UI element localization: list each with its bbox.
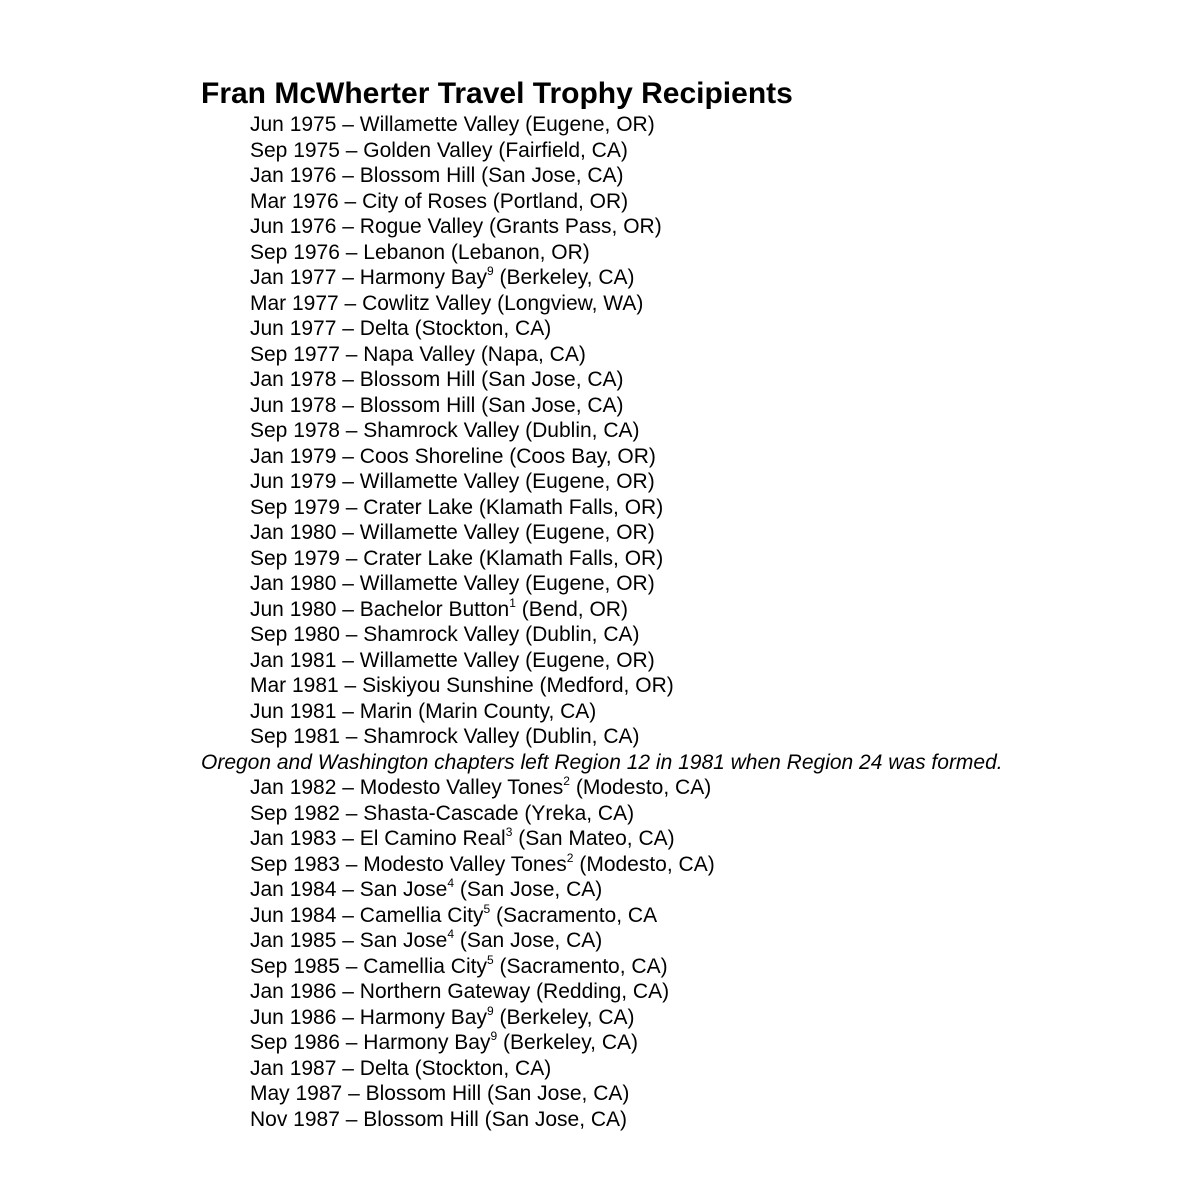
entry-separator: – [336, 572, 360, 595]
entry-date: Sep 1981 [250, 725, 340, 748]
entry-location: (Fairfield, CA) [498, 138, 628, 162]
entry-date: Sep 1986 [250, 1031, 340, 1054]
recipient-entry [201, 1081, 1181, 1107]
entry-date: Jun 1980 [250, 597, 337, 621]
entry-separator: – [336, 113, 360, 136]
recipient-entry [201, 673, 1181, 699]
entry-separator: – [339, 419, 364, 442]
entry-date: Jan 1982 [250, 776, 337, 799]
entry-footnote: 9 [487, 264, 494, 278]
entry-date: Jun 1979 [250, 470, 337, 493]
entry-separator: – [339, 240, 364, 264]
entry-chapter: City of Roses [362, 189, 487, 213]
entry-chapter: Cowlitz Valley [362, 291, 492, 315]
entry-location: (San Mateo, CA) [518, 827, 675, 850]
entry-chapter: Camellia City [359, 903, 484, 927]
entry-separator: – [336, 368, 360, 391]
entry-date: May 1987 [250, 1082, 343, 1105]
entry-date: Sep 1975 [250, 138, 340, 162]
entry-location: (Stockton, CA) [414, 1056, 552, 1080]
recipient-entry [201, 826, 1181, 852]
recipient-entry [201, 699, 1181, 725]
entry-location: (Yreka, CA) [524, 801, 635, 825]
entry-separator: – [339, 342, 364, 366]
entry-chapter: Blossom Hill [363, 1107, 479, 1131]
entry-separator: – [339, 1031, 364, 1054]
entry-separator: – [336, 317, 360, 340]
entry-date: Jun 1986 [250, 1005, 337, 1029]
entry-location: (Dublin, CA) [525, 419, 640, 442]
recipient-entry [201, 1056, 1181, 1082]
entry-separator: – [339, 801, 364, 825]
entry-date: Jan 1981 [250, 648, 337, 672]
recipient-entry [201, 622, 1181, 648]
recipient-entry [201, 928, 1181, 954]
recipient-entry [201, 418, 1181, 444]
entry-chapter: Camellia City [363, 954, 487, 978]
entry-location: (Lebanon, OR) [450, 240, 590, 264]
recipient-entry [201, 546, 1181, 572]
recipient-entry [201, 214, 1181, 240]
entry-location: (Klamath Falls, OR) [478, 546, 664, 570]
entry-separator: – [336, 1005, 360, 1029]
entry-location: (Stockton, CA) [414, 317, 552, 340]
entry-date: Sep 1976 [250, 240, 340, 264]
entry-location: (Sacramento, CA) [499, 954, 668, 978]
entry-date: Sep 1980 [250, 623, 340, 646]
entry-location: (Eugene, OR) [525, 521, 655, 544]
entry-footnote: 2 [566, 850, 574, 865]
entry-location: (Bend, OR) [521, 597, 628, 621]
region-note: Oregon and Washington chapters left Region 12 in 1981 when Region 24 was formed. [201, 750, 1003, 774]
entry-separator: – [336, 164, 360, 187]
entry-date: Sep 1977 [250, 342, 340, 366]
entry-separator: – [339, 138, 364, 162]
entry-chapter: Crater Lake [363, 546, 473, 570]
entry-location: (Portland, OR) [492, 189, 629, 213]
entry-footnote: 2 [563, 774, 570, 788]
entry-location: (Klamath Falls, OR) [478, 495, 664, 519]
entry-chapter: Blossom Hill [359, 393, 476, 417]
entry-separator: – [339, 495, 364, 519]
recipient-entry [201, 240, 1181, 266]
entry-date: Jan 1985 [250, 929, 337, 952]
entry-separator: – [336, 444, 360, 468]
recipient-entry [201, 520, 1181, 546]
entry-chapter: Harmony Bay [363, 1031, 491, 1054]
entry-date: Jun 1981 [250, 699, 337, 723]
document-title: Fran McWherter Travel Trophy Recipients [201, 77, 793, 110]
entry-separator: – [338, 291, 363, 315]
entry-chapter: El Camino Real [359, 827, 506, 850]
entry-date: Jun 1975 [250, 113, 337, 136]
recipient-entry [201, 189, 1181, 215]
entry-chapter: Willamette Valley [359, 648, 520, 672]
entry-separator: – [336, 266, 360, 289]
entry-footnote: 4 [447, 927, 455, 941]
entry-date: Jun 1977 [250, 317, 337, 340]
entry-separator: – [339, 725, 364, 748]
entry-footnote: 9 [490, 1029, 498, 1043]
entry-separator: – [339, 852, 364, 876]
entry-separator: – [342, 1082, 366, 1105]
entry-separator: – [336, 648, 360, 672]
entry-footnote: 5 [486, 952, 494, 967]
recipient-entry [201, 163, 1181, 189]
entry-date: Jan 1980 [250, 572, 337, 595]
entry-chapter: Willamette Valley [359, 521, 520, 544]
recipient-entry [201, 724, 1181, 750]
entry-separator: – [336, 393, 360, 417]
entry-chapter: Marin [359, 699, 413, 723]
entry-chapter: Delta [359, 1056, 409, 1080]
entry-chapter: Harmony Bay [359, 1005, 487, 1029]
entry-separator: – [336, 521, 360, 544]
entry-separator: – [336, 215, 360, 238]
entry-separator: – [338, 674, 363, 697]
entry-chapter: Golden Valley [363, 138, 493, 162]
entry-location: (Eugene, OR) [525, 470, 655, 493]
entry-chapter: Willamette Valley [359, 572, 520, 595]
entry-location: (Eugene, OR) [525, 572, 655, 595]
entry-separator: – [336, 597, 360, 621]
recipient-entry [201, 852, 1181, 878]
entry-chapter: Siskiyou Sunshine [362, 674, 534, 697]
recipient-entry [201, 954, 1181, 980]
entry-separator: – [336, 1056, 360, 1080]
entry-date: Sep 1983 [250, 852, 340, 876]
entry-chapter: Bachelor Button [359, 597, 510, 621]
entry-chapter: San Jose [359, 878, 448, 901]
entry-chapter: Modesto Valley Tones [363, 852, 567, 876]
entry-separator: – [336, 878, 360, 901]
entry-chapter: Northern Gateway [359, 980, 531, 1003]
entry-chapter: Lebanon [363, 240, 446, 264]
entry-chapter: Willamette Valley [359, 113, 520, 136]
entry-chapter: Shamrock Valley [363, 725, 520, 748]
recipient-entry [201, 1107, 1181, 1133]
entry-location: (San Jose, CA) [459, 929, 603, 952]
entry-location: (Longview, WA) [497, 291, 644, 315]
entry-date: Jan 1978 [250, 368, 337, 391]
entry-location: (San Jose, CA) [484, 1107, 628, 1131]
entry-footnote: 4 [447, 876, 455, 890]
entry-date: Mar 1977 [250, 291, 339, 315]
entry-date: Mar 1981 [250, 674, 339, 697]
entry-location: (San Jose, CA) [481, 393, 624, 417]
recipient-entry [201, 393, 1181, 419]
entry-chapter: Delta [359, 317, 409, 340]
entry-separator: – [336, 470, 360, 493]
recipient-entry [201, 571, 1181, 597]
entry-chapter: Rogue Valley [359, 215, 484, 238]
recipient-entry [201, 444, 1181, 470]
entry-location: (Grants Pass, OR) [488, 215, 662, 238]
recipient-entry [201, 291, 1181, 317]
entry-location: (Eugene, OR) [525, 113, 655, 136]
recipient-entry [201, 138, 1181, 164]
entry-date: Sep 1985 [250, 954, 340, 978]
entry-location: (San Jose, CA) [486, 1082, 630, 1105]
entry-location: (San Jose, CA) [481, 368, 624, 391]
entry-footnote: 3 [505, 825, 513, 839]
entry-date: Nov 1987 [250, 1107, 340, 1131]
entry-location: (Berkeley, CA) [499, 1005, 635, 1029]
entry-separator: – [336, 903, 360, 927]
entry-chapter: Blossom Hill [359, 368, 476, 391]
entry-separator: – [336, 827, 360, 850]
entry-date: Jan 1977 [250, 266, 337, 289]
entry-location: (Berkeley, CA) [499, 266, 635, 289]
entry-date: Jun 1976 [250, 215, 337, 238]
recipient-entry [201, 112, 1181, 138]
entry-date: Jan 1987 [250, 1056, 337, 1080]
recipient-entry [201, 265, 1181, 291]
entry-location: (San Jose, CA) [481, 164, 624, 187]
recipient-entry [201, 316, 1181, 342]
entry-location: (Marin County, CA) [418, 699, 597, 723]
entry-footnote: 5 [483, 901, 491, 916]
entry-chapter: Harmony Bay [359, 266, 487, 289]
entry-chapter: Modesto Valley Tones [359, 776, 564, 799]
recipient-entry [201, 597, 1181, 623]
entry-chapter: Willamette Valley [359, 470, 520, 493]
entry-chapter: Napa Valley [363, 342, 475, 366]
entry-location: (Dublin, CA) [525, 623, 640, 646]
recipient-entry [201, 903, 1181, 929]
entry-date: Sep 1978 [250, 419, 340, 442]
entry-chapter: Shamrock Valley [363, 419, 520, 442]
entry-footnote: 9 [487, 1003, 494, 1018]
entry-date: Jan 1980 [250, 521, 337, 544]
recipient-entry [201, 342, 1181, 368]
recipient-entry [201, 495, 1181, 521]
entry-chapter: Blossom Hill [365, 1082, 482, 1105]
entry-date: Jan 1983 [250, 827, 337, 850]
entry-location: (Dublin, CA) [525, 725, 640, 748]
recipient-entry [201, 979, 1181, 1005]
recipient-entry [201, 775, 1181, 801]
recipient-entry [201, 367, 1181, 393]
entry-date: Sep 1979 [250, 546, 340, 570]
entry-location: (Medford, OR) [539, 674, 674, 697]
entry-chapter: Crater Lake [363, 495, 473, 519]
entry-location: (Sacramento, CA [496, 903, 658, 927]
entry-separator: – [339, 954, 364, 978]
recipient-entry [201, 801, 1181, 827]
entry-separator: – [336, 699, 360, 723]
entry-footnote: 1 [509, 595, 516, 610]
entry-location: (Modesto, CA) [575, 776, 712, 799]
entry-chapter: San Jose [359, 929, 448, 952]
recipient-entry [201, 877, 1181, 903]
entry-location: (Napa, CA) [480, 342, 586, 366]
entry-separator: – [336, 929, 360, 952]
entry-date: Jun 1978 [250, 393, 337, 417]
entry-chapter: Blossom Hill [359, 164, 476, 187]
recipient-entry [201, 1005, 1181, 1031]
entry-location: (Berkeley, CA) [503, 1031, 639, 1054]
entry-date: Jan 1979 [250, 444, 337, 468]
recipient-entry [201, 1030, 1181, 1056]
entry-location: (Eugene, OR) [525, 648, 655, 672]
entry-date: Jan 1976 [250, 164, 337, 187]
entry-chapter: Coos Shoreline [359, 444, 504, 468]
entry-chapter: Shasta-Cascade [363, 801, 519, 825]
entry-location: (San Jose, CA) [459, 878, 603, 901]
entry-separator: – [336, 776, 360, 799]
entry-separator: – [339, 1107, 364, 1131]
entry-separator: – [339, 546, 364, 570]
document-page [201, 76, 1181, 1132]
entry-separator: – [336, 980, 360, 1003]
entry-date: Jan 1986 [250, 980, 337, 1003]
entry-date: Jan 1984 [250, 878, 337, 901]
entry-separator: – [338, 189, 363, 213]
entry-date: Jun 1984 [250, 903, 337, 927]
recipient-entry [201, 469, 1181, 495]
entry-separator: – [339, 623, 364, 646]
entry-date: Sep 1979 [250, 495, 340, 519]
recipient-entry [201, 648, 1181, 674]
entry-location: (Modesto, CA) [579, 852, 715, 876]
entry-date: Sep 1982 [250, 801, 340, 825]
entry-location: (Redding, CA) [536, 980, 670, 1003]
recipient-list [201, 112, 1181, 1132]
entry-chapter: Shamrock Valley [363, 623, 520, 646]
entry-location: (Coos Bay, OR) [509, 444, 656, 468]
entry-date: Mar 1976 [250, 189, 339, 213]
